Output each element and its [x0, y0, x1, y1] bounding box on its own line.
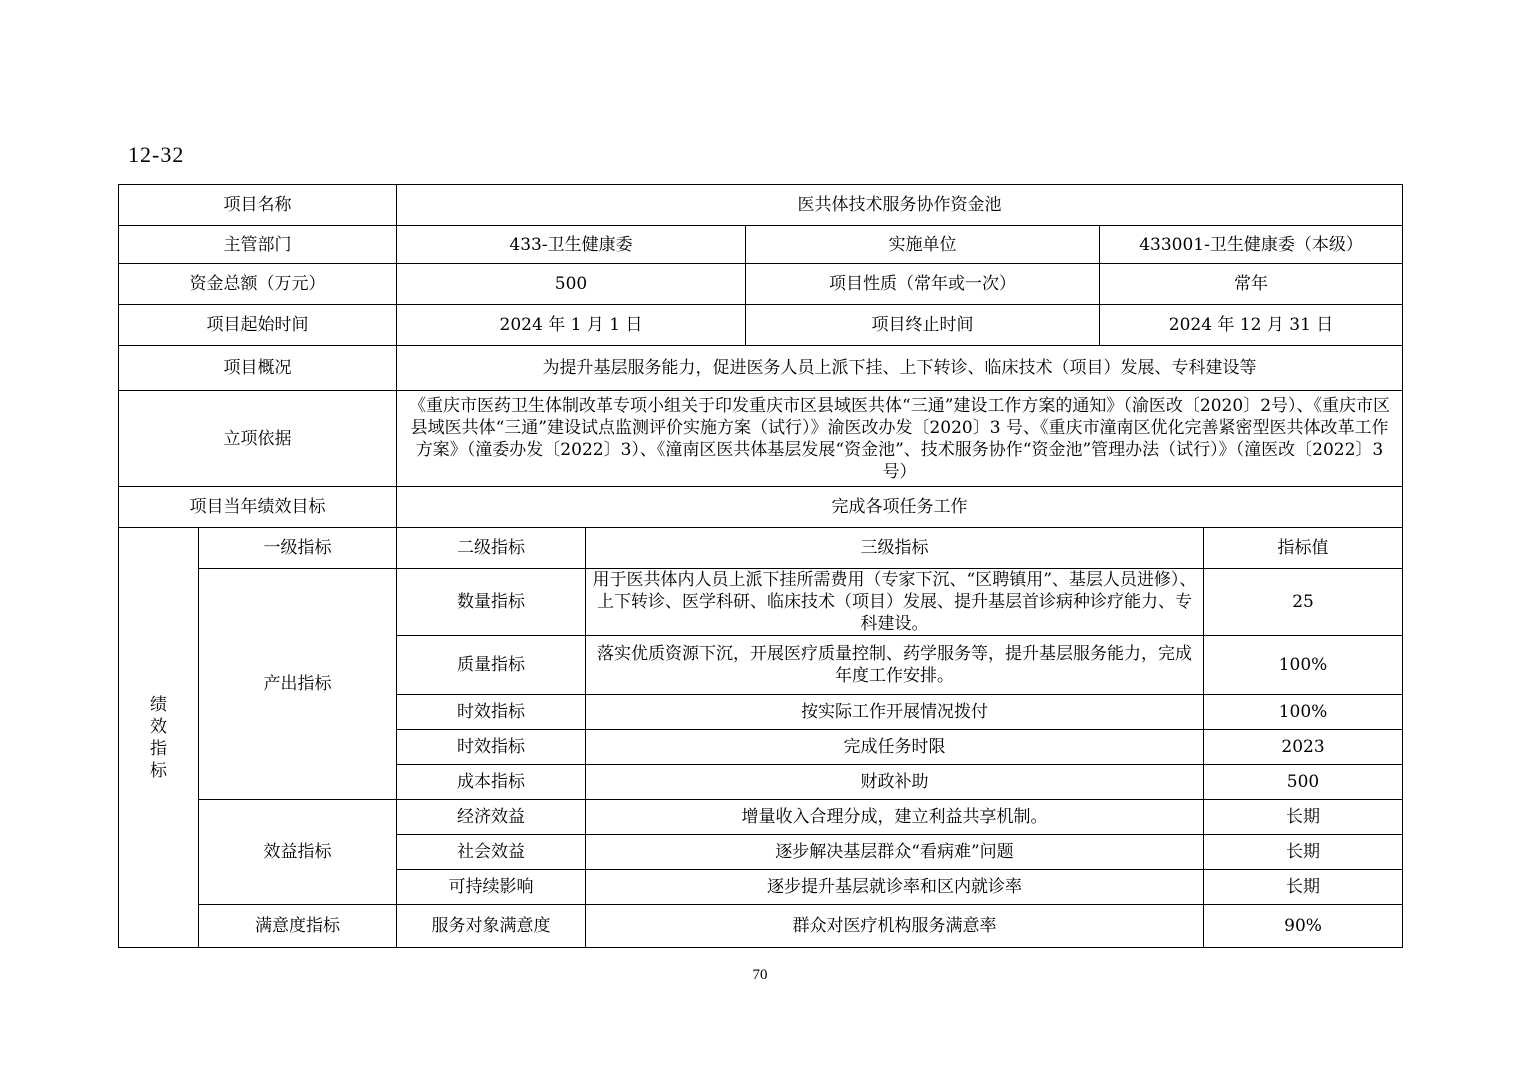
impl-value: 433001-卫生健康委（本级）	[1100, 226, 1403, 264]
col-header-value: 指标值	[1204, 528, 1403, 569]
level2-cell: 可持续影响	[397, 870, 586, 905]
col-header-level2: 二级指标	[397, 528, 586, 569]
value-cell: 2023	[1204, 730, 1403, 765]
goal-value: 完成各项任务工作	[397, 487, 1403, 528]
level3-cell: 逐步提升基层就诊率和区内就诊率	[586, 870, 1204, 905]
level3-cell: 用于医共体内人员上派下挂所需费用（专家下沉、“区聘镇用”、基层人员进修）、上下转诊、医学科研、临床技术（项目）发展、提升基层首诊病种诊疗能力、专科建设。	[586, 569, 1204, 636]
level2-cell: 数量指标	[397, 569, 586, 636]
start-value: 2024 年 1 月 1 日	[397, 305, 746, 346]
fund-label: 资金总额（万元）	[119, 264, 397, 305]
table-row	[119, 800, 1403, 835]
table-row	[119, 569, 1403, 636]
level3-cell: 完成任务时限	[586, 730, 1204, 765]
value-cell: 100%	[1204, 695, 1403, 730]
level2-cell: 时效指标	[397, 695, 586, 730]
level2-cell: 经济效益	[397, 800, 586, 835]
level3-cell: 按实际工作开展情况拨付	[586, 695, 1204, 730]
col-header-level1: 一级指标	[199, 528, 397, 569]
value-cell: 长期	[1204, 800, 1403, 835]
value-cell: 长期	[1204, 870, 1403, 905]
level3-cell: 群众对医疗机构服务满意率	[586, 905, 1204, 948]
level2-cell: 成本指标	[397, 765, 586, 800]
end-label: 项目终止时间	[746, 305, 1100, 346]
start-label: 项目起始时间	[119, 305, 397, 346]
performance-target-table	[118, 184, 1403, 948]
level1-satisfaction: 满意度指标	[199, 905, 397, 948]
value-cell: 长期	[1204, 835, 1403, 870]
performance-indicator-section-label: 绩 效 指 标	[119, 528, 199, 948]
overview-value: 为提升基层服务能力，促进医务人员上派下挂、上下转诊、临床技术（项目）发展、专科建设等	[397, 346, 1403, 391]
level3-cell: 落实优质资源下沉，开展医疗质量控制、药学服务等，提升基层服务能力，完成年度工作安排。	[586, 636, 1204, 695]
fund-value: 500	[397, 264, 746, 305]
level3-cell: 财政补助	[586, 765, 1204, 800]
level2-cell: 服务对象满意度	[397, 905, 586, 948]
basis-value: 《重庆市医药卫生体制改革专项小组关于印发重庆市区县域医共体“三通”建设工作方案的通知》（渝医改〔2020〕2号）、《重庆市区县域医共体“三通”建设试点监测评价实施方案（试行）》渝医改办发〔2020〕3 号、《重庆市潼南区优化完善紧密型医共体改革工作方案》（潼委办发〔2022〕3）、《潼南区医共体基层发展“资金池”、技术服务协作“资金池”管理办法（试行）》（潼医改〔2022〕3 号）	[397, 391, 1403, 487]
value-cell: 500	[1204, 765, 1403, 800]
level2-cell: 社会效益	[397, 835, 586, 870]
nature-value: 常年	[1100, 264, 1403, 305]
end-value: 2024 年 12 月 31 日	[1100, 305, 1403, 346]
value-cell: 100%	[1204, 636, 1403, 695]
level2-cell: 时效指标	[397, 730, 586, 765]
value-cell: 25	[1204, 569, 1403, 636]
level1-benefit: 效益指标	[199, 800, 397, 905]
nature-label: 项目性质（常年或一次）	[746, 264, 1100, 305]
document-code: 12-32	[128, 142, 185, 167]
table-row	[119, 905, 1403, 948]
level3-cell: 增量收入合理分成，建立利益共享机制。	[586, 800, 1204, 835]
basis-label: 立项依据	[119, 391, 397, 487]
goal-label: 项目当年绩效目标	[119, 487, 397, 528]
impl-label: 实施单位	[746, 226, 1100, 264]
level3-cell: 逐步解决基层群众“看病难”问题	[586, 835, 1204, 870]
page-number: 70	[752, 967, 768, 983]
level2-cell: 质量指标	[397, 636, 586, 695]
col-header-level3: 三级指标	[586, 528, 1204, 569]
project-name-label: 项目名称	[119, 185, 397, 226]
dept-label: 主管部门	[119, 226, 397, 264]
project-name-value: 医共体技术服务协作资金池	[397, 185, 1403, 226]
dept-value: 433-卫生健康委	[397, 226, 746, 264]
value-cell: 90%	[1204, 905, 1403, 948]
level1-output: 产出指标	[199, 569, 397, 800]
overview-label: 项目概况	[119, 346, 397, 391]
